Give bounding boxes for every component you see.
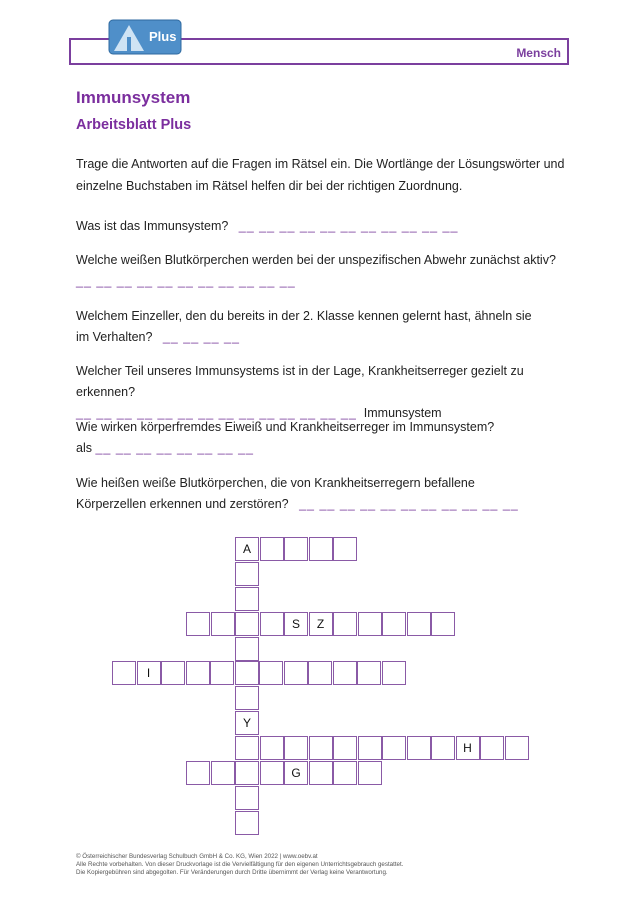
logo-text: Plus [149,29,177,44]
crossword-cell[interactable] [333,537,357,561]
crossword-cell[interactable] [309,761,333,785]
crossword-cell[interactable] [358,761,382,785]
answer-4-suffix: Immunsystem [363,406,442,420]
crossword-cell[interactable] [186,661,210,685]
answer-5-prefix: als [76,441,92,455]
answer-4-blanks[interactable]: __ __ __ __ __ __ __ __ __ __ __ __ __ __ [76,406,357,420]
crossword-cell[interactable] [211,612,235,636]
crossword-cell[interactable] [235,786,259,810]
crossword-cell[interactable] [333,736,357,760]
crossword-cell[interactable] [235,811,259,835]
crossword-cell[interactable] [357,661,381,685]
crossword-cell[interactable] [235,661,259,685]
crossword-cell[interactable] [161,661,185,685]
intro-text: Trage die Antworten auf die Fragen im Rätsel ein. Die Wortlänge der Lösungswörter und einzelne Buchstaben im Rätsel helfen dir bei der richtigen Zuordnung. [76,157,565,193]
crossword-cell[interactable] [309,537,333,561]
answer-5-blanks[interactable]: __ __ __ __ __ __ __ __ [95,441,255,455]
crossword-cell[interactable] [382,661,406,685]
crossword-cell[interactable] [382,612,406,636]
crossword-cell[interactable] [333,612,357,636]
crossword-cell[interactable] [480,736,504,760]
question-5-text: Wie wirken körperfremdes Eiweiß und Krankheitserreger im Immunsystem? [76,420,495,434]
crossword-cell[interactable] [260,537,284,561]
footer [76,853,403,877]
crossword-cell[interactable] [112,661,136,685]
crossword-cell[interactable] [235,761,259,785]
crossword-cell-letter-i[interactable]: I [137,661,161,685]
question-6-text: Wie heißen weiße Blutkörperchen, die von Krankheitserregern befallene Körperzellen erkennen und zerstören? [76,476,475,511]
crossword-cell[interactable] [235,686,259,710]
question-2-text: Welche weißen Blutkörperchen werden bei der unspezifischen Abwehr zunächst aktiv? [76,253,556,267]
crossword-cell[interactable] [333,661,357,685]
section-label: Mensch [516,46,561,60]
crossword-cell[interactable] [308,661,332,685]
crossword-cell[interactable] [431,612,455,636]
crossword-cell[interactable] [260,761,284,785]
crossword-cell[interactable] [382,736,406,760]
answer-2-blanks[interactable]: __ __ __ __ __ __ __ __ __ __ __ [76,274,296,288]
crossword-cell[interactable] [235,612,259,636]
crossword-cell[interactable] [260,736,284,760]
crossword-cell[interactable] [431,736,455,760]
crossword-cell-letter-h[interactable]: H [456,736,480,760]
answer-6-blanks[interactable]: __ __ __ __ __ __ __ __ __ __ __ [299,497,519,511]
crossword-cell[interactable] [235,736,259,760]
crossword-cell[interactable] [333,761,357,785]
crossword-cell[interactable] [186,761,210,785]
crossword-cell[interactable] [235,637,259,661]
crossword-cell[interactable] [211,761,235,785]
answer-1-blanks[interactable]: __ __ __ __ __ __ __ __ __ __ __ [238,219,459,233]
crossword-cell[interactable] [407,612,431,636]
crossword-cell[interactable] [260,612,284,636]
crossword-cell[interactable] [284,661,308,685]
footer-line-2: Alle Rechte vorbehalten. Von dieser Druckvorlage ist die Vervielfältigung für den eigenen Unterrichtsgebrauch gestattet. [76,861,404,868]
crossword-cell[interactable] [235,587,259,611]
crossword-cell[interactable] [407,736,431,760]
crossword-cell[interactable] [284,736,308,760]
crossword-cell[interactable] [505,736,529,760]
crossword-cell-letter-z[interactable]: Z [309,612,333,636]
question-4-text: Welcher Teil unseres Immunsystems ist in der Lage, Krankheitserreger gezielt zu erkennen? [76,364,524,399]
plus-logo [108,19,182,55]
crossword-cell-letter-g[interactable]: G [284,761,308,785]
question-1-text: Was ist das Immunsystem? [76,219,229,233]
crossword-cell-letter-s[interactable]: S [284,612,308,636]
crossword-cell[interactable] [186,612,210,636]
answer-3-blanks[interactable]: __ __ __ __ [162,330,240,344]
crossword-cell[interactable] [309,736,333,760]
crossword-cell[interactable] [358,612,382,636]
crossword-cell[interactable] [235,562,259,586]
crossword-cell[interactable] [358,736,382,760]
crossword-cell[interactable] [210,661,234,685]
crossword-cell[interactable] [259,661,283,685]
footer-line-3: Die Kopiergebühren sind abgegolten. Für Veränderungen durch Dritte übernimmt der Verlag keine Verantwortung. [76,869,388,876]
page-title: Immunsystem [76,88,191,107]
crossword-cell-letter-a[interactable]: A [235,537,259,561]
footer-line-1: © Österreichischer Bundesverlag Schulbuch GmbH & Co. KG, Wien 2022 | www.oebv.at [76,853,318,860]
page-subtitle: Arbeitsblatt Plus [76,117,192,133]
question-3-text: Welchem Einzeller, den du bereits in der 2. Klasse kennen gelernt hast, ähneln sie im Verhalten? [76,309,532,344]
crossword-cell-letter-y[interactable]: Y [235,711,259,735]
crossword-cell[interactable] [284,537,308,561]
